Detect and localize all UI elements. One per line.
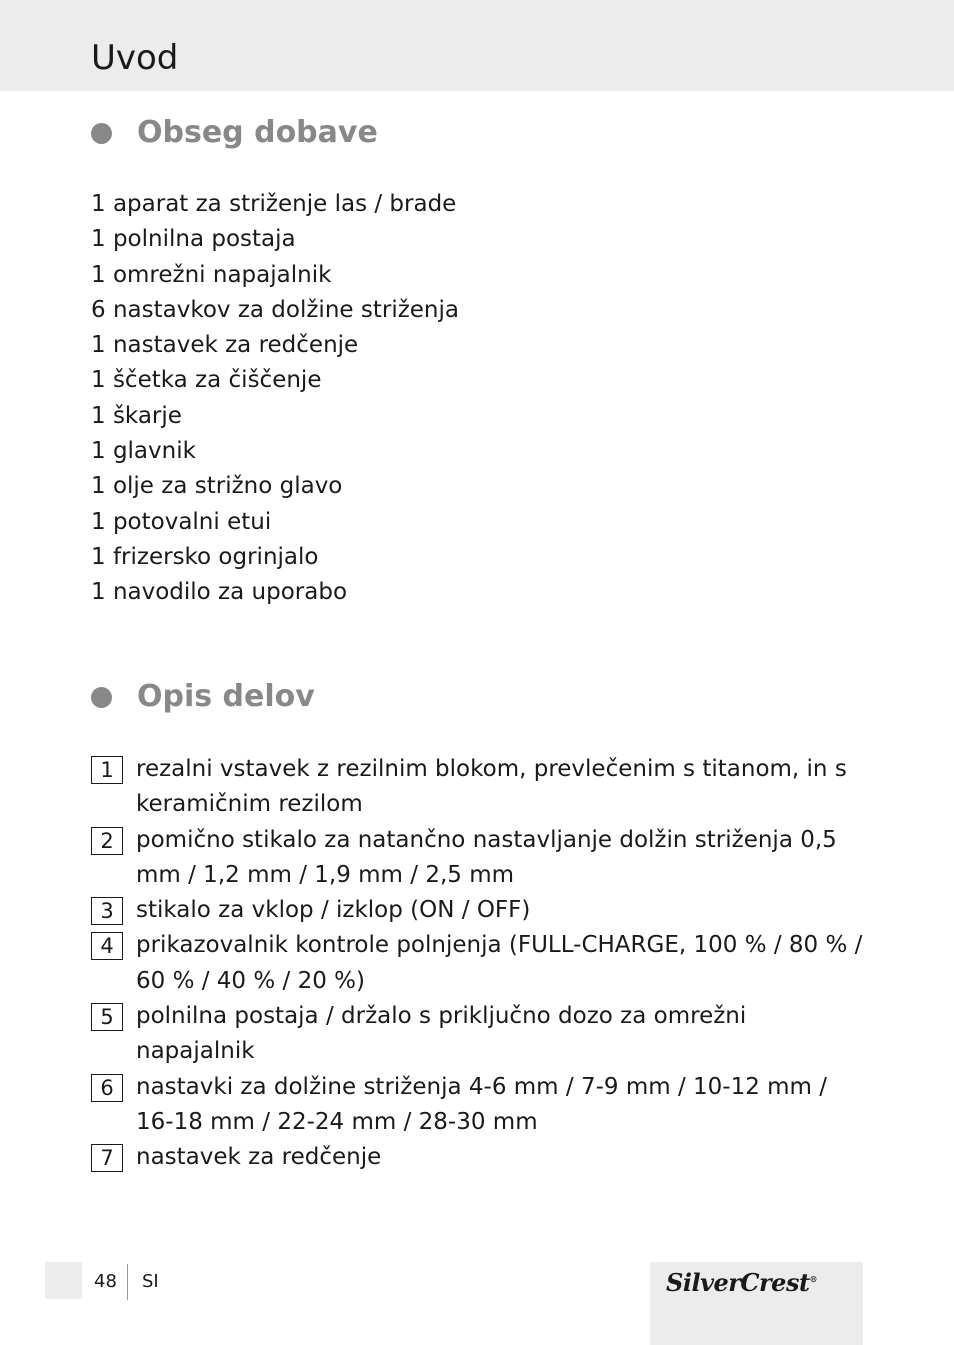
bullet-icon (91, 687, 112, 708)
list-item: 1 omrežni napajalnik (91, 261, 332, 288)
page-title: Uvod (91, 38, 179, 78)
part-item (91, 928, 871, 999)
language-code: SI (142, 1271, 159, 1292)
page-number: 48 (94, 1271, 117, 1292)
scope-heading (91, 115, 378, 151)
list-item: 1 potovalni etui (91, 508, 272, 535)
scope-list (91, 187, 459, 611)
parts-list (91, 752, 871, 1176)
list-item: 1 polnilna postaja (91, 226, 296, 253)
part-text: prikazovalnik kontrole polnjenja (FULL-CHARGE, 100 % / 80 % / 60 % / 40 % / 20 %) (136, 932, 863, 994)
part-text: polnilna postaja / držalo s priključno dozo za omrežni napajalnik (136, 1003, 747, 1065)
part-item (91, 823, 871, 894)
part-item (91, 1140, 871, 1175)
registered-mark: ® (809, 1274, 818, 1284)
part-number-box: 3 (91, 897, 123, 925)
brand-name: SilverCrest (666, 1268, 810, 1297)
part-text: rezalni vstavek z rezilnim blokom, prevlečenim s titanom, in s keramičnim rezilom (136, 756, 847, 818)
part-number-box: 6 (91, 1074, 123, 1102)
part-item (91, 752, 871, 823)
list-item: 1 škarje (91, 402, 182, 429)
part-text: pomično stikalo za natančno nastavljanje dolžin striženja 0,5 mm / 1,2 mm / 1,9 mm / 2,5 mm (136, 826, 837, 888)
part-text: stikalo za vklop / izklop (ON / OFF) (136, 897, 531, 924)
part-item (91, 999, 871, 1070)
parts-heading (91, 679, 315, 715)
list-item: 1 olje za strižno glavo (91, 473, 343, 500)
bullet-icon (91, 123, 112, 144)
list-item: 1 glavnik (91, 438, 196, 465)
part-number-box: 4 (91, 932, 123, 960)
scope-heading-text: Obseg dobave (137, 115, 378, 150)
list-item: 1 nastavek za redčenje (91, 332, 359, 359)
list-item: 1 aparat za striženje las / brade (91, 191, 457, 217)
list-item: 1 frizersko ogrinjalo (91, 543, 319, 570)
part-number-box: 1 (91, 756, 123, 784)
part-item (91, 1070, 871, 1141)
brand-logo (666, 1268, 817, 1297)
list-item: 6 nastavkov za dolžine striženja (91, 296, 459, 323)
part-text: nastavki za dolžine striženja 4-6 mm / 7-9 mm / 10-12 mm / 16-18 mm / 22-24 mm / 28-30 mm (136, 1073, 828, 1135)
footer-marker (45, 1262, 82, 1299)
part-number-box: 5 (91, 1003, 123, 1031)
part-text: nastavek za redčenje (136, 1144, 382, 1171)
footer-divider (127, 1264, 128, 1300)
list-item: 1 navodilo za uporabo (91, 579, 348, 606)
part-item (91, 893, 871, 928)
part-number-box: 7 (91, 1144, 123, 1172)
parts-heading-text: Opis delov (137, 679, 315, 714)
part-number-box: 2 (91, 827, 123, 855)
list-item: 1 ščetka za čiščenje (91, 367, 322, 394)
